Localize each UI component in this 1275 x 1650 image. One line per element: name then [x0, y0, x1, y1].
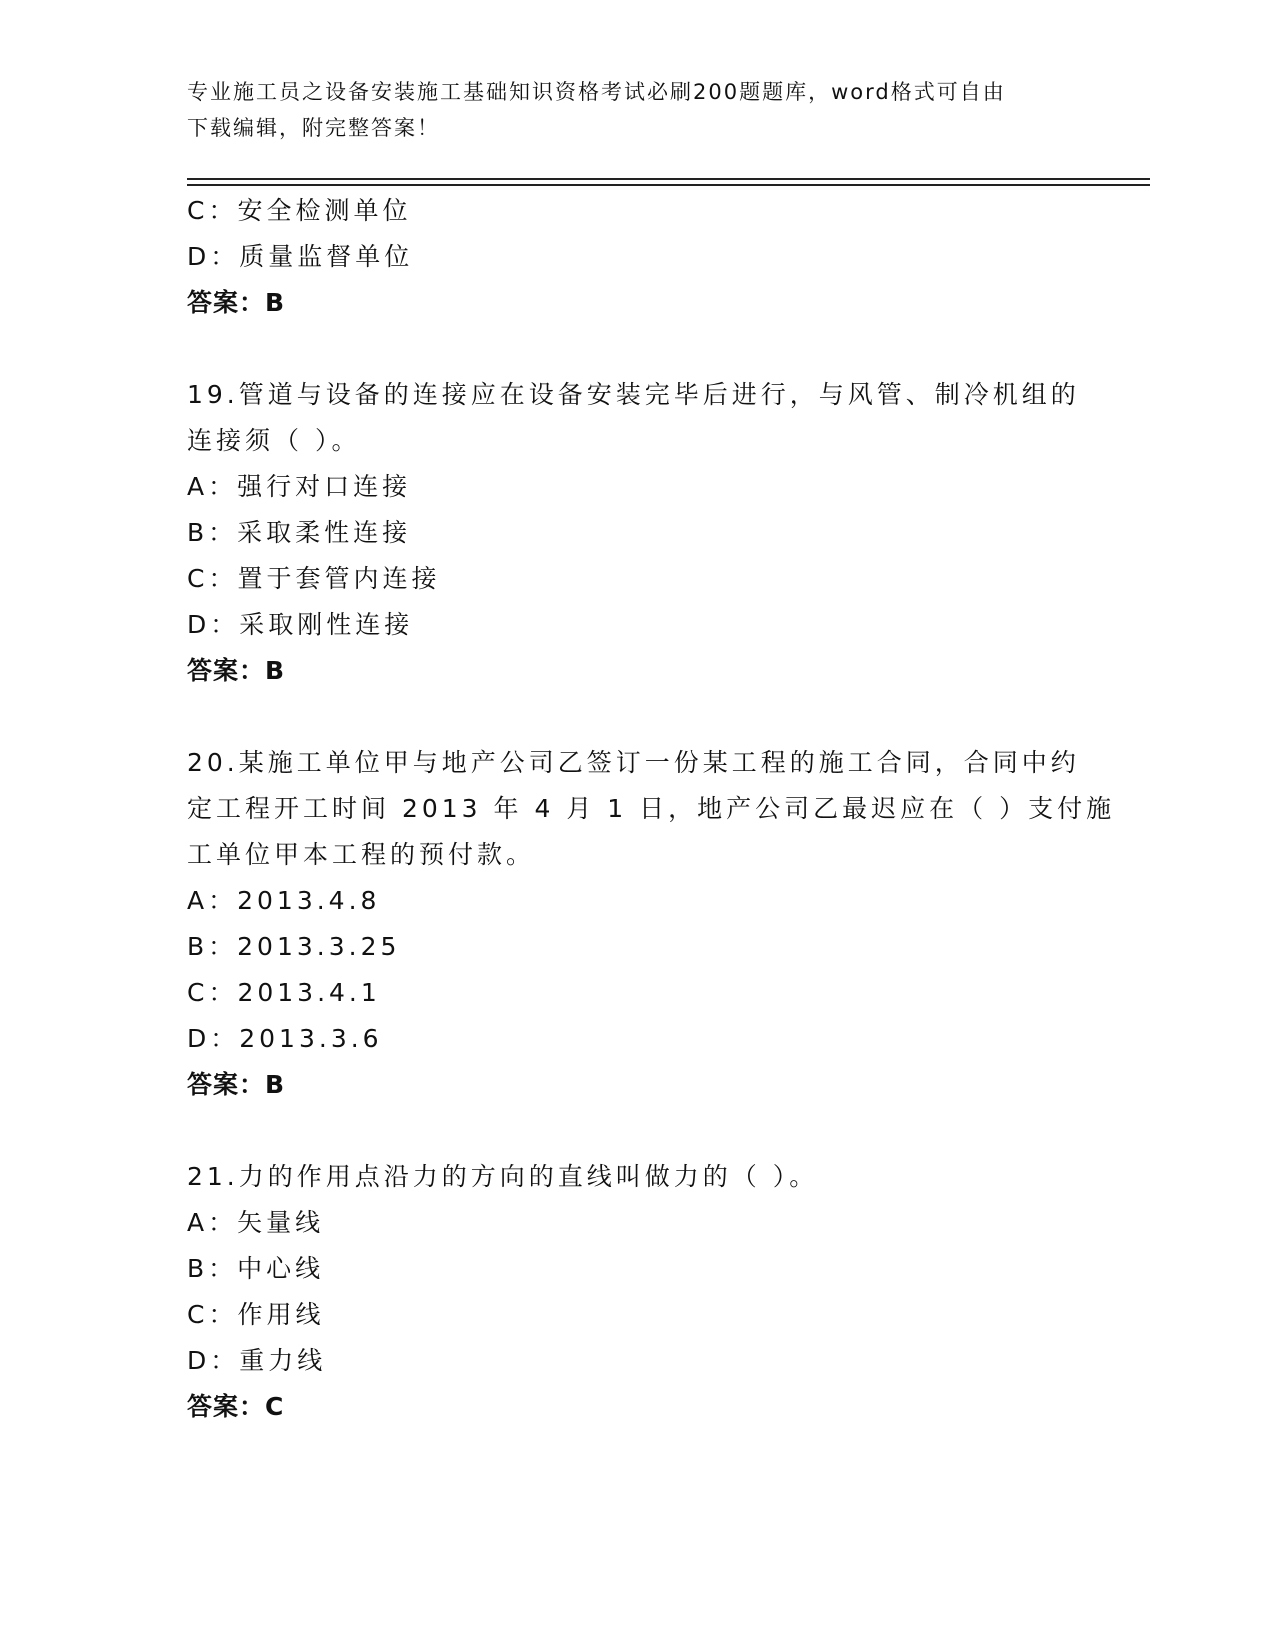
q21-answer: 答案：C: [187, 1392, 285, 1421]
q21-option-d: D：重力线: [187, 1346, 327, 1375]
q19-answer: 答案：B: [187, 656, 286, 685]
q20-option-c: C：2013.4.1: [187, 978, 381, 1007]
q19-option-c: C：置于套管内连接: [187, 564, 441, 593]
q20-option-d: D：2013.3.6: [187, 1024, 383, 1053]
header-rule-bottom: [187, 184, 1150, 186]
question-list: [187, 188, 1116, 1430]
spacer: [187, 1108, 1087, 1154]
q18-option-c: C：安全检测单位: [187, 196, 412, 225]
q19-option-d: D：采取刚性连接: [187, 610, 414, 639]
q20-stem-line-2: 定工程开工时间 2013 年 4 月 1 日，地产公司乙最迟应在（ ）支付施: [187, 794, 1116, 823]
header-line-1: 专业施工员之设备安装施工基础知识资格考试必刷200题题库，word格式可自由: [187, 80, 1006, 104]
q19-stem-line-2: 连接须（ ）。: [187, 426, 361, 455]
q21-stem-line-1: 21.力的作用点沿力的方向的直线叫做力的（ ）。: [187, 1162, 819, 1191]
q18-option-d: D：质量监督单位: [187, 242, 414, 271]
q20-stem-line-3: 工单位甲本工程的预付款。: [187, 840, 536, 869]
q20-answer: 答案：B: [187, 1070, 286, 1099]
q19-stem-line-1: 19.管道与设备的连接应在设备安装完毕后进行，与风管、制冷机组的: [187, 380, 1080, 409]
spacer: [187, 694, 1087, 740]
q21-option-a: A：矢量线: [187, 1208, 325, 1237]
header-line-2: 下载编辑，附完整答案！: [187, 116, 440, 140]
q20-option-b: B：2013.3.25: [187, 932, 401, 961]
spacer: [187, 326, 1087, 372]
document-header: [187, 74, 1087, 146]
q18-answer: 答案：B: [187, 288, 286, 317]
q21-option-c: C：作用线: [187, 1300, 325, 1329]
q19-option-b: B：采取柔性连接: [187, 518, 412, 547]
q20-option-a: A：2013.4.8: [187, 886, 381, 915]
q21-option-b: B：中心线: [187, 1254, 325, 1283]
header-rule-top: [187, 178, 1150, 180]
q19-option-a: A：强行对口连接: [187, 472, 412, 501]
q20-stem-line-1: 20.某施工单位甲与地产公司乙签订一份某工程的施工合同，合同中约: [187, 748, 1080, 777]
